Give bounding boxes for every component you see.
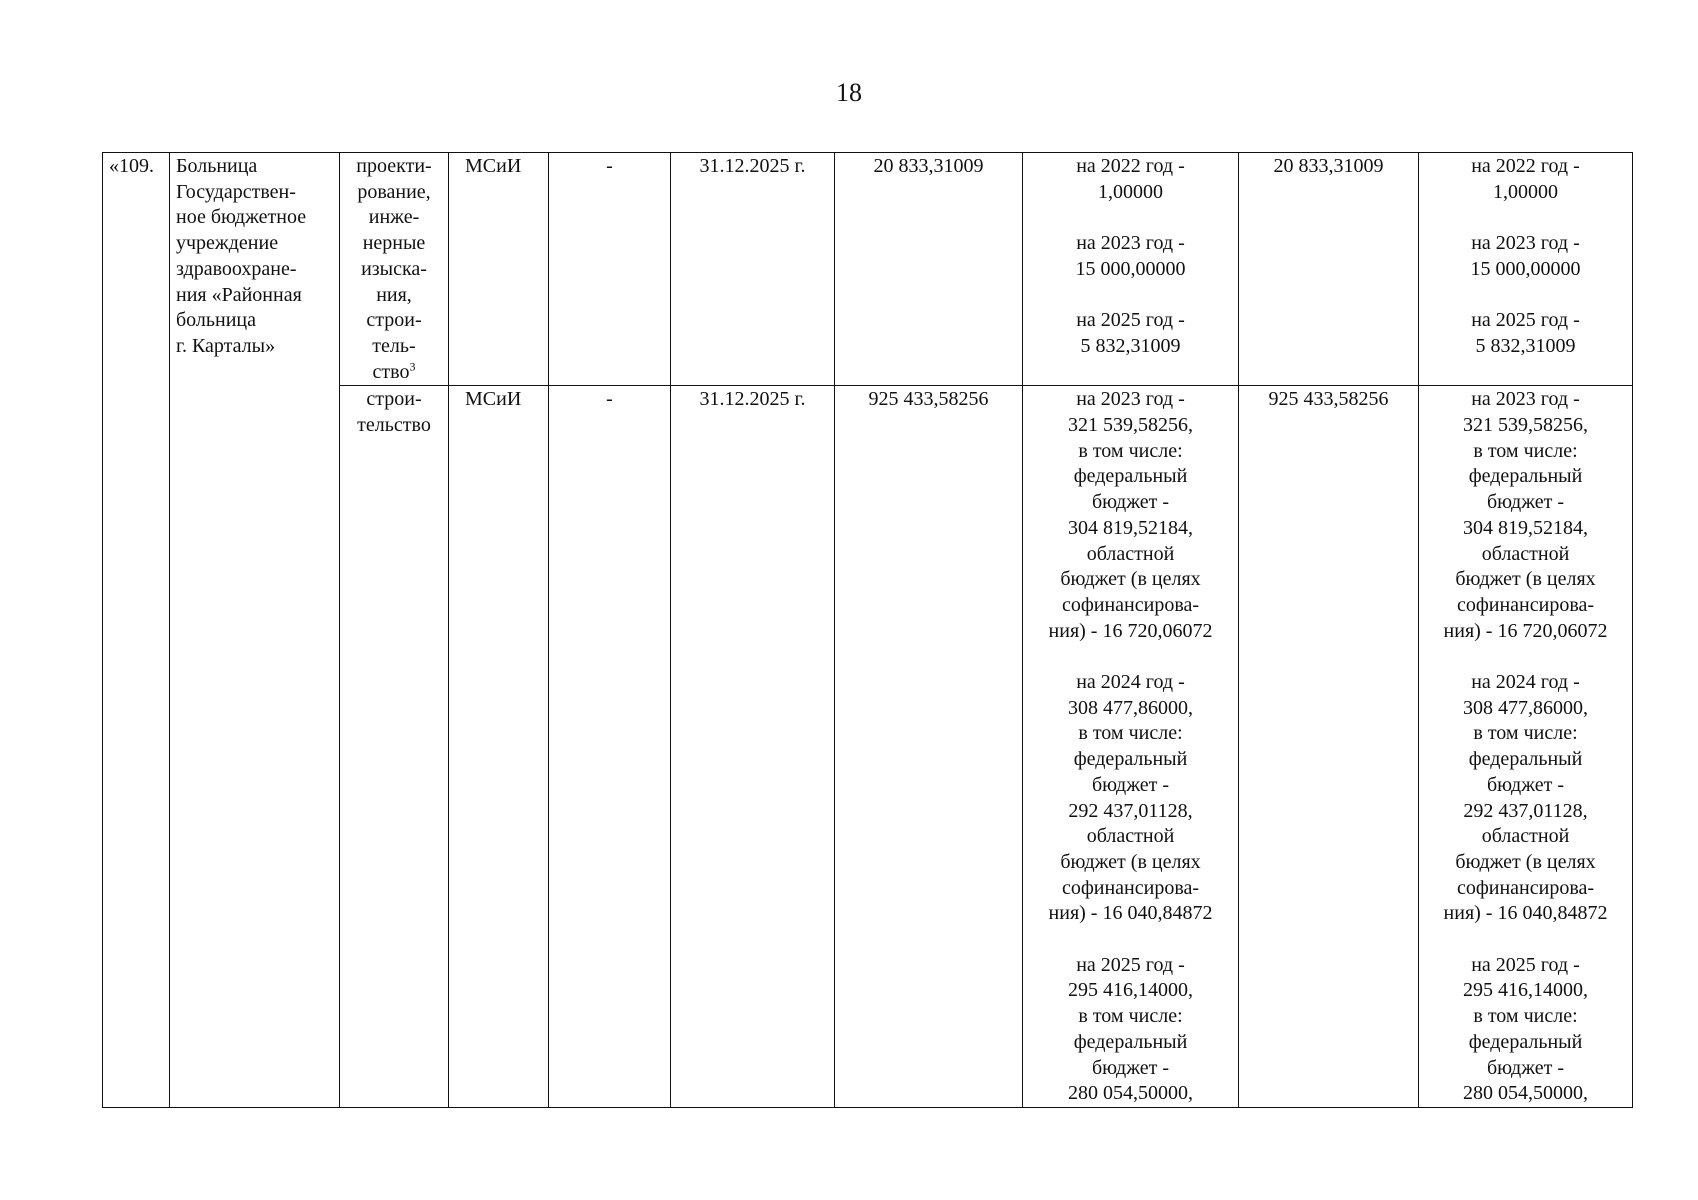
text-line: здравоохране- [176, 257, 297, 280]
funding-line: 5 832,31009 [1080, 334, 1181, 357]
funding-line: 308 477,86000, [1068, 696, 1193, 719]
customer-cell: МСиИ [449, 153, 549, 386]
block-gap [1425, 283, 1626, 309]
funding-line: софинансирова- [1456, 876, 1595, 899]
block-gap [1425, 644, 1626, 670]
text-line: ния, [376, 283, 412, 306]
funding-line: 292 437,01128, [1463, 799, 1588, 822]
text-line: Государствен- [176, 180, 296, 203]
funding-line: областной [1481, 542, 1570, 565]
funding-line: бюджет - [1486, 491, 1565, 514]
funding-line: на 2023 год - [1471, 388, 1580, 411]
funding-line: в том числе: [1473, 722, 1578, 745]
deadline-cell: 31.12.2025 г. [671, 386, 835, 1108]
funding-line: федеральный [1073, 748, 1188, 771]
funding-line: бюджет (в целях [1455, 850, 1596, 873]
funding-line: ния) - 16 040,84872 [1443, 902, 1608, 925]
funding-line: федеральный [1468, 1030, 1583, 1053]
funding-line: областной [1086, 825, 1175, 848]
text-line: ное бюджетное [176, 206, 307, 229]
block-gap [1029, 283, 1232, 309]
funding-line: в том числе: [1078, 439, 1183, 462]
funding-line: 15 000,00000 [1075, 257, 1186, 280]
funding-line: бюджет - [1091, 773, 1170, 796]
work-type-cell [340, 153, 449, 386]
funding-line: бюджет - [1486, 773, 1565, 796]
funding-line: на 2025 год - [1471, 953, 1580, 976]
funding-line: в том числе: [1473, 439, 1578, 462]
work-type-cell [340, 386, 449, 1108]
text-line: строи- [366, 388, 422, 411]
funding-line: на 2022 год - [1076, 155, 1185, 177]
block-gap [1425, 927, 1626, 953]
funding-line: на 2025 год - [1076, 309, 1185, 332]
funding-line: бюджет (в целях [1060, 850, 1201, 873]
funding-line: 1,00000 [1098, 180, 1163, 203]
block-gap [1029, 644, 1232, 670]
funding-line: в том числе: [1078, 722, 1183, 745]
funding-line: ния) - 16 040,84872 [1048, 902, 1213, 925]
total-cost-cell-2: 925 433,58256 [1239, 386, 1419, 1108]
funding-line: бюджет (в целях [1060, 568, 1201, 591]
dash-cell: - [549, 386, 671, 1108]
dash-cell: - [549, 153, 671, 386]
funding-line: 295 416,14000, [1463, 979, 1588, 1002]
funding-line: на 2024 год - [1076, 671, 1185, 694]
funding-line: 280 054,50000, [1463, 1082, 1588, 1105]
block-gap [1029, 205, 1232, 231]
funding-line: на 2023 год - [1076, 232, 1185, 255]
funding-line: на 2025 год - [1076, 953, 1185, 976]
funding-line: 5 832,31009 [1475, 334, 1576, 357]
funding-line: 292 437,01128, [1068, 799, 1193, 822]
funding-line: 280 054,50000, [1068, 1082, 1193, 1105]
block-gap [1425, 205, 1626, 231]
funding-line: ния) - 16 720,06072 [1048, 619, 1213, 642]
text-line: тельство [357, 414, 431, 437]
funding-line: в том числе: [1473, 1005, 1578, 1028]
funding-line: областной [1086, 542, 1175, 565]
funding-line: 308 477,86000, [1463, 696, 1588, 719]
funding-line: бюджет - [1091, 491, 1170, 514]
funding-schedule-cell [1023, 153, 1239, 386]
total-cost-cell: 925 433,58256 [835, 386, 1023, 1108]
funding-line: федеральный [1468, 465, 1583, 488]
text-line: тель- [372, 334, 416, 357]
text-line: рование, [357, 180, 431, 203]
funding-line: на 2023 год - [1471, 232, 1580, 255]
funding-schedule-cell [1023, 386, 1239, 1108]
text-line: проекти- [356, 155, 432, 177]
text-line: г. Карталы» [176, 334, 276, 357]
block-gap [1029, 927, 1232, 953]
funding-line: софинансирова- [1061, 593, 1200, 616]
funding-line: софинансирова- [1061, 876, 1200, 899]
funding-line: федеральный [1073, 465, 1188, 488]
funding-schedule-cell-2 [1419, 153, 1633, 386]
funding-line: бюджет (в целях [1455, 568, 1596, 591]
table-row [103, 153, 1633, 386]
text-line: ство$^3$ [372, 358, 416, 383]
text-line: инже- [368, 206, 420, 229]
funding-line: на 2022 год - [1471, 155, 1580, 177]
footnote-marker: 3 [409, 358, 416, 373]
funding-schedule-cell-2 [1419, 386, 1633, 1108]
funding-line: федеральный [1073, 1030, 1188, 1053]
funding-line: бюджет - [1486, 1056, 1565, 1079]
total-cost-cell: 20 833,31009 [835, 153, 1023, 386]
funding-line: в том числе: [1078, 1005, 1183, 1028]
deadline-cell: 31.12.2025 г. [671, 153, 835, 386]
funding-line: областной [1481, 825, 1570, 848]
funding-line: бюджет - [1091, 1056, 1170, 1079]
investment-objects-table [102, 152, 1633, 1108]
text-line: изыска- [361, 257, 427, 280]
text-line: ния «Районная [176, 283, 302, 306]
text-line: строи- [366, 309, 422, 332]
funding-line: 295 416,14000, [1068, 979, 1193, 1002]
funding-line: 304 819,52184, [1463, 516, 1588, 539]
funding-line: на 2024 год - [1471, 671, 1580, 694]
funding-line: на 2023 год - [1076, 388, 1185, 411]
text-line: Больница [176, 155, 258, 177]
text-line: нерные [362, 232, 426, 255]
total-cost-cell-2: 20 833,31009 [1239, 153, 1419, 386]
object-name-cell [170, 153, 340, 1108]
funding-line: 1,00000 [1493, 180, 1558, 203]
text-line: учреждение [176, 232, 279, 255]
funding-line: 321 539,58256, [1068, 414, 1193, 437]
funding-line: ния) - 16 720,06072 [1443, 619, 1608, 642]
funding-line: на 2025 год - [1471, 309, 1580, 332]
row-number-cell: «109. [103, 153, 170, 1108]
funding-line: 304 819,52184, [1068, 516, 1193, 539]
page-number: 18 [836, 78, 862, 107]
funding-line: 15 000,00000 [1470, 257, 1581, 280]
customer-cell: МСиИ [449, 386, 549, 1108]
text-line: больница [176, 309, 256, 332]
funding-line: софинансирова- [1456, 593, 1595, 616]
funding-line: федеральный [1468, 748, 1583, 771]
funding-line: 321 539,58256, [1463, 414, 1588, 437]
